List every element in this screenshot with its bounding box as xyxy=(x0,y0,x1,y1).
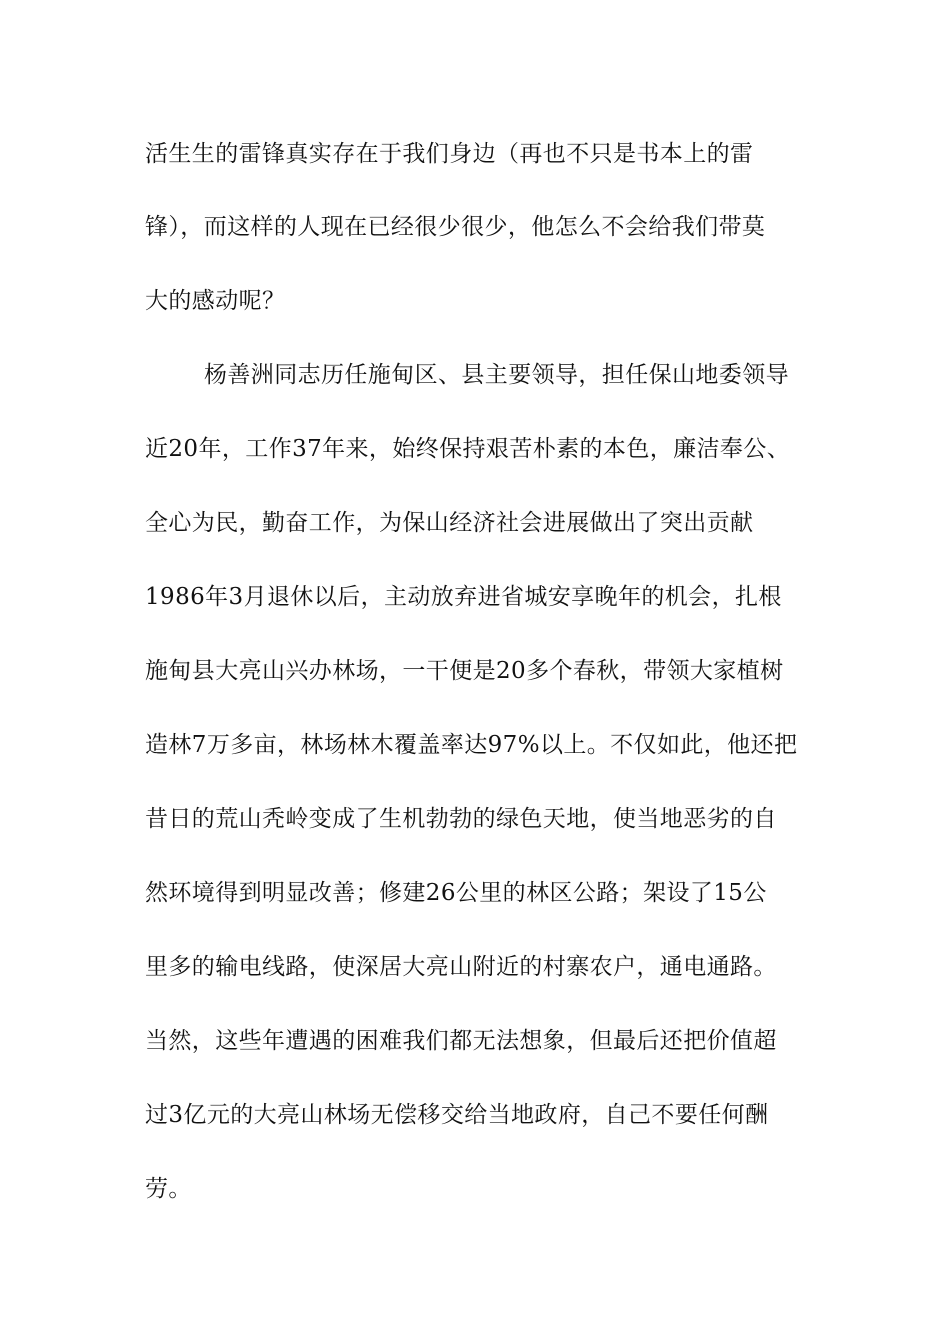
text-line-7: 1986年3月退休以后，主动放弃进省城安享晚年的机会，扎根 xyxy=(145,584,782,610)
text-line-14: 过3亿元的大亮山林场无偿移交给当地政府，自己不要任何酬 xyxy=(145,1102,769,1128)
text-line-8: 施甸县大亮山兴办林场，一干便是20多个春秋，带领大家植树 xyxy=(145,658,784,684)
text-line-5: 近20年，工作37年来，始终保持艰苦朴素的本色，廉洁奉公、 xyxy=(145,436,791,462)
text-line-4: 杨善洲同志历任施甸区、县主要领导，担任保山地委领导 xyxy=(204,362,789,388)
text-line-15: 劳。 xyxy=(145,1176,192,1202)
text-line-10: 昔日的荒山秃岭变成了生机勃勃的绿色天地，使当地恶劣的自 xyxy=(145,806,777,832)
text-line-1: 活生生的雷锋真实存在于我们身边（再也不只是书本上的雷 xyxy=(145,141,754,167)
text-line-13: 当然，这些年遭遇的困难我们都无法想象，但最后还把价值超 xyxy=(145,1028,777,1054)
text-line-2: 锋），而这样的人现在已经很少很少，他怎么不会给我们带莫 xyxy=(145,214,766,240)
text-line-11: 然环境得到明显改善；修建26公里的林区公路；架设了15公 xyxy=(145,880,767,906)
text-line-12: 里多的输电线路，使深居大亮山附近的村寨农户，通电通路。 xyxy=(145,954,777,980)
text-line-6: 全心为民，勤奋工作，为保山经济社会进展做出了突出贡献 xyxy=(145,510,754,536)
text-line-3: 大的感动呢？ xyxy=(145,288,286,314)
text-line-9: 造林7万多亩，林场林木覆盖率达97%以上。不仅如此，他还把 xyxy=(145,732,798,758)
